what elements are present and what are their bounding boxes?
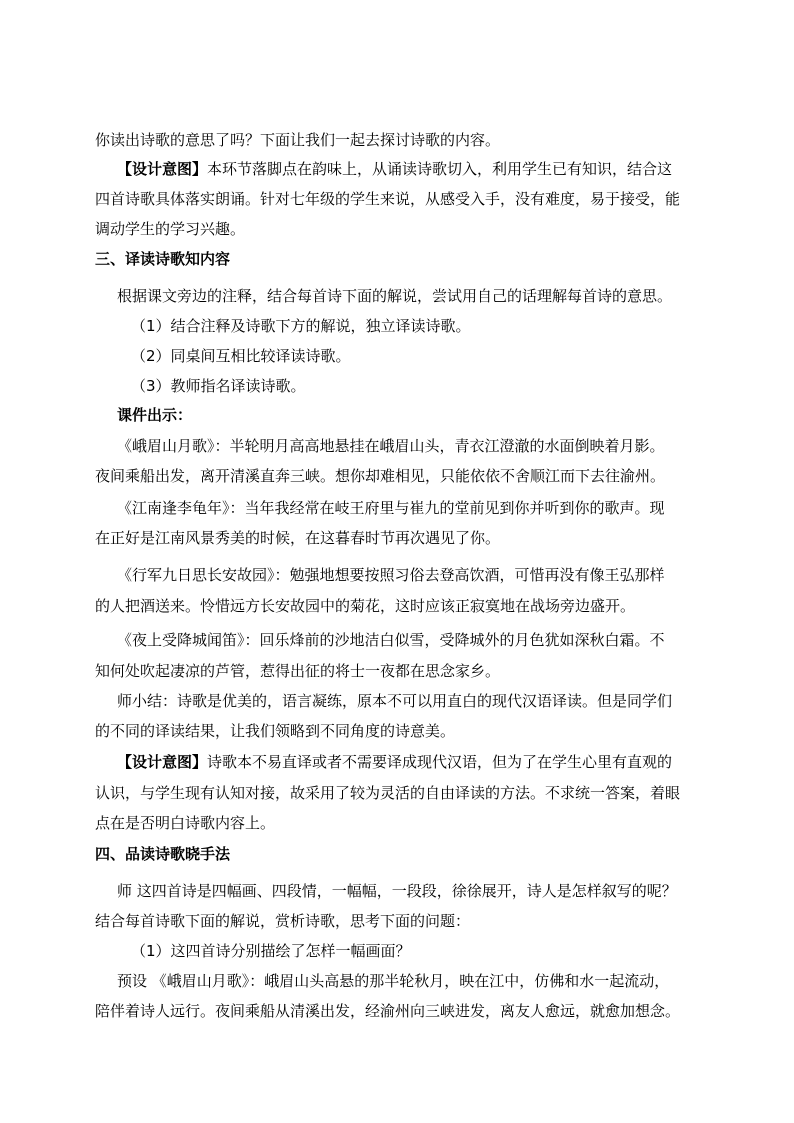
design-intent-line [117, 159, 747, 179]
list-item: （1）这四首诗分别描绘了怎样一幅画面？ [131, 942, 411, 960]
paragraph-line: 认识，与学生现有认知对接，故采用了较为灵活的自由译读的方法。不求统一答案，着眼 [95, 784, 681, 802]
paragraph-line: 你读出诗歌的意思了吗？下面让我们一起去探讨诗歌的内容。 [95, 131, 501, 149]
paragraph-line: 知何处吹起凄凉的芦管，惹得出征的将士一夜都在思念家乡。 [95, 662, 501, 680]
paragraph-line: 夜间乘船出发，离开清溪直奔三峡。想你却难相见，只能依依不舍顺江而下去往渝州。 [95, 467, 666, 485]
paragraph-text: 诗歌本不易直译或者不需要译成现代汉语，但为了在学生心里有直观的 [207, 753, 673, 771]
paragraph-line: 《行军九日思长安故园》：勉强地想要按照习俗去登高饮酒，可惜再没有像王弘那样 [117, 566, 665, 584]
paragraph-line: 在正好是江南风景秀美的时候，在这暮春时节再次遇见了你。 [95, 529, 501, 547]
design-intent-label: 【设计意图】 [117, 753, 208, 771]
paragraph-line: 的人把酒送来。怜惜远方长安故园中的菊花，这时应该正寂寞地在战场旁边盛开。 [95, 597, 636, 615]
list-item: （1）结合注释及诗歌下方的解说，独立译读诗歌。 [131, 317, 471, 335]
paragraph-line: 师 这四首诗是四幅画、四段情，一幅幅，一段段，徐徐展开，诗人是怎样叙写的呢？ [117, 882, 677, 900]
paragraph-line: 《夜上受降城闻笛》：回乐烽前的沙地洁白似雪，受降城外的月色犹如深秋白霜。不 [117, 631, 665, 649]
paragraph-line: 调动学生的学习兴趣。 [95, 220, 246, 238]
paragraph-line: 点在是否明白诗歌内容上。 [95, 814, 276, 832]
design-intent-label: 【设计意图】 [117, 160, 208, 178]
paragraph-line: 根据课文旁边的注释，结合每首诗下面的解说，尝试用自己的话理解每首诗的意思。 [117, 287, 673, 305]
section-heading: 四、品读诗歌晓手法 [95, 845, 231, 863]
paragraph-line: 师小结：诗歌是优美的，语言凝练，原本不可以用直白的现代汉语译读。但是同学们 [117, 692, 673, 710]
paragraph-text: 本环节落脚点在韵味上，从诵读诗歌切入，利用学生已有知识，结合这 [207, 160, 673, 178]
paragraph-line: 《峨眉山月歌》：半轮明月高高地悬挂在峨眉山头，青衣江澄澈的水面倒映着月影。 [117, 437, 665, 455]
paragraph-line: 结合每首诗歌下面的解说，赏析诗歌，思考下面的问题： [95, 912, 471, 930]
paragraph-line: 四首诗歌具体落实朗诵。针对七年级的学生来说，从感受入手，没有难度，易于接受，能 [95, 190, 681, 208]
list-item: （3）教师指名译读诗歌。 [131, 377, 306, 395]
paragraph-line: 的不同的译读结果，让我们领略到不同角度的诗意美。 [95, 722, 456, 740]
paragraph-line: 《江南逢李龟年》：当年我经常在岐王府里与崔九的堂前见到你并听到你的歌声。现 [117, 499, 665, 517]
list-item: （2）同桌间互相比较译读诗歌。 [131, 347, 351, 365]
subheading: 课件出示： [117, 406, 193, 424]
paragraph-line: 陪伴着诗人远行。夜间乘船从清溪出发，经渝州向三峡进发，离友人愈远，就愈加想念。 [95, 1002, 681, 1020]
paragraph-line: 预设 《峨眉山月歌》：峨眉山头高悬的那半轮秋月，映在江中，仿佛和水一起流动， [117, 972, 670, 990]
design-intent-line [117, 752, 747, 772]
section-heading: 三、译读诗歌知内容 [95, 250, 231, 268]
